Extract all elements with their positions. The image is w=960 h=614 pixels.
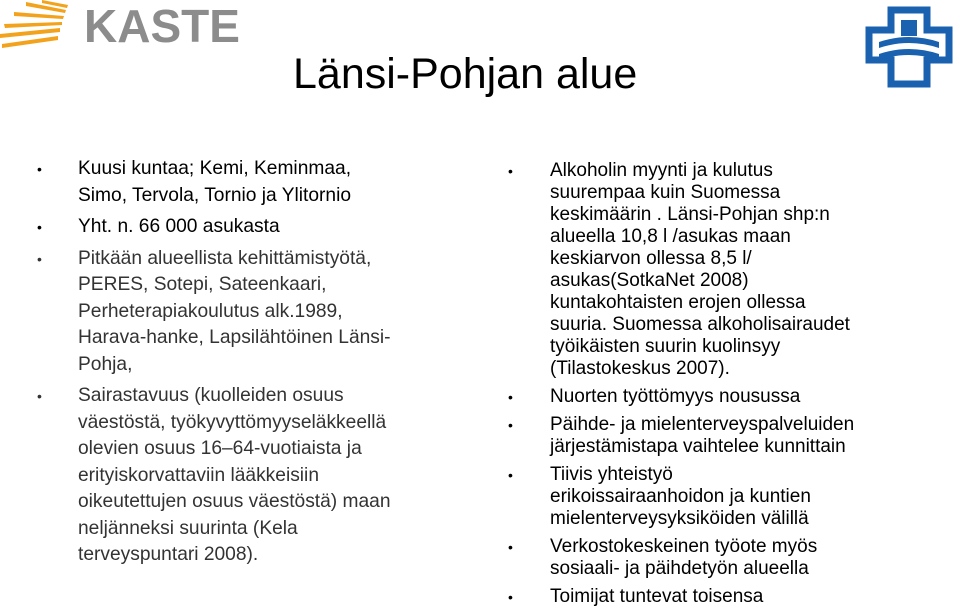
list-item [505, 586, 957, 608]
list-item-line: Sairastavuus (kuolleiden osuus [78, 385, 344, 406]
list-item-line: terveyspuntari 2008). [78, 544, 259, 565]
list-item [35, 383, 475, 569]
list-item-line: kuntakohtaisten erojen ollessa [550, 292, 806, 313]
list-item [505, 160, 957, 380]
list-item-line: Tiivis yhteistyö [550, 464, 673, 485]
list-item-line: keskiarvon ollessa 8,5 l/ [550, 248, 752, 269]
cross-emblem-icon [861, 2, 957, 92]
list-item-line: Kuusi kuntaa; Kemi, Keminmaa, [78, 158, 352, 179]
list-item-line: erikoissairaanhoidon ja kuntien [550, 486, 811, 507]
kaste-logo [0, 0, 300, 52]
list-item-line: Pitkään alueellista kehittämistyötä, [78, 247, 372, 269]
list-item [505, 386, 957, 408]
list-item-line: Simo, Tervola, Tornio ja Ylitornio [78, 184, 352, 206]
list-item-line: keskimäärin . Länsi-Pohjan shp:n [550, 204, 830, 225]
left-bullet-list [35, 156, 475, 574]
list-item-line: (Tilastokeskus 2007). [550, 358, 730, 379]
bullet: • [508, 389, 513, 405]
list-item-line: Yht. n. 66 000 asukasta [78, 216, 280, 237]
list-item-line: Toimijat tuntevat toisensa [550, 586, 764, 607]
list-item-line: järjestämistapa vaihtelee kunnittain [550, 436, 846, 457]
list-item-line: olevien osuus 16–64-vuotiaista ja [78, 438, 362, 459]
list-item [35, 156, 475, 209]
bullet: • [508, 417, 513, 433]
bullet: • [508, 539, 513, 555]
list-item-line: Pohja, [78, 353, 133, 375]
list-item-line: neljänneksi suurinta (Kela [78, 517, 298, 539]
list-item-line: Alkoholin myynti ja kulutus [550, 160, 773, 181]
list-item-line: suuria. Suomessa alkoholisairaudet [550, 314, 850, 335]
bullet: • [508, 163, 513, 179]
list-item-line: Päihde- ja mielenterveyspalveluiden [550, 414, 855, 435]
lansi-pohja-logo [861, 2, 957, 92]
list-item-line: työikäisten suurin kuolinsyy [550, 336, 781, 357]
list-item-line: alueella 10,8 l /asukas maan [550, 226, 791, 247]
bullet: • [508, 589, 513, 605]
list-item [505, 414, 957, 458]
bullet: • [508, 467, 513, 483]
list-item-line: Verkostokeskeinen työote myös [550, 536, 818, 557]
kaste-sun-icon [0, 0, 300, 52]
list-item-line: mielenterveysyksiköiden välillä [550, 508, 809, 529]
list-item-line: väestöstä, työkyvyttömyyseläkkeellä [78, 411, 387, 433]
list-item-line: Nuorten työttömyys nousussa [550, 386, 801, 407]
list-item [35, 214, 475, 241]
list-item [35, 246, 475, 379]
list-item-line: Harava-hanke, Lapsilähtöinen Länsi- [78, 327, 391, 348]
list-item [505, 464, 957, 530]
list-item-line: PERES, Sotepi, Sateenkaari, [78, 274, 327, 295]
list-item-line: asukas(SotkaNet 2008) [550, 270, 749, 291]
list-item-line: erityiskorvattaviin lääkkeisiin [78, 464, 319, 486]
list-item-line: suurempaa kuin Suomessa [550, 182, 781, 203]
bullet: • [37, 388, 42, 404]
page-title: Länsi-Pohjan alue [293, 50, 638, 98]
bullet: • [37, 219, 42, 235]
list-item-line: sosiaali- ja päihdetyön alueella [550, 558, 809, 579]
list-item-line: Perheterapiakoulutus alk.1989, [78, 300, 343, 322]
right-bullet-list [505, 160, 957, 614]
list-item [505, 536, 957, 580]
bullet: • [37, 250, 42, 267]
bullet: • [37, 161, 42, 177]
kaste-logo-text: KASTE [84, 0, 240, 52]
list-item-line: oikeutettujen osuus väestöstä) maan [78, 491, 391, 512]
